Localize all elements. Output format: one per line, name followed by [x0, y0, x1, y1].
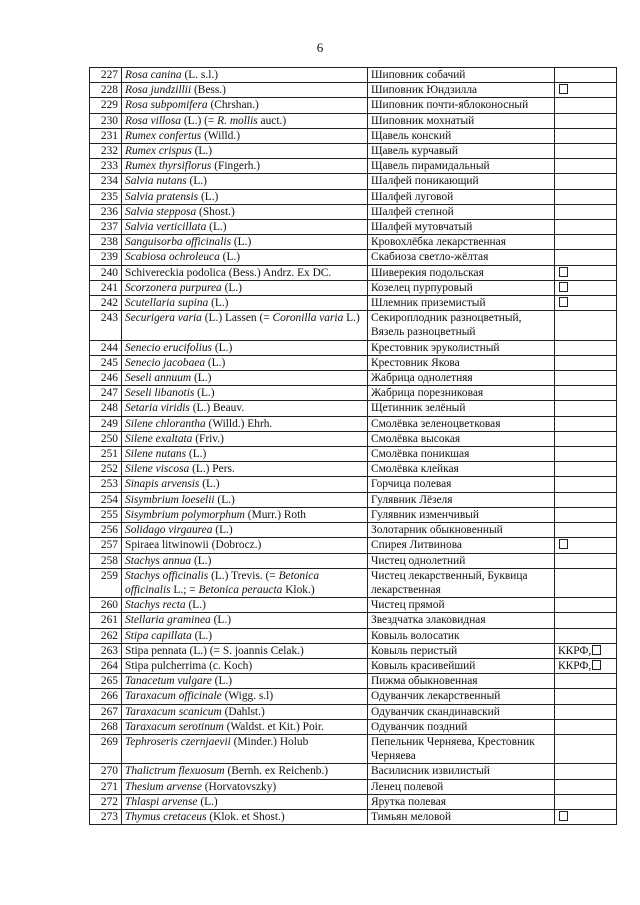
- row-number: 239: [90, 250, 122, 265]
- table-row: [90, 794, 617, 809]
- checkbox-square-icon: [559, 297, 568, 307]
- scientific-name: Rosa jundzillii (Bess.): [122, 83, 368, 98]
- status-cell: [555, 204, 617, 219]
- russian-name: Чистец лекарственный, Буквица лекарственная: [368, 568, 555, 597]
- row-number: 259: [90, 568, 122, 597]
- scientific-name: Setaria viridis (L.) Beauv.: [122, 401, 368, 416]
- status-cell: [555, 416, 617, 431]
- row-number: 265: [90, 674, 122, 689]
- scientific-name: Tanacetum vulgare (L.): [122, 674, 368, 689]
- status-cell: [555, 523, 617, 538]
- status-cell: [555, 538, 617, 553]
- status-cell: [555, 492, 617, 507]
- russian-name: Шиповник почти-яблоконосный: [368, 98, 555, 113]
- russian-name: Смолёвка клейкая: [368, 462, 555, 477]
- scientific-name: Stipa pulcherrima (c. Koch): [122, 658, 368, 673]
- row-number: 227: [90, 68, 122, 83]
- status-cell: [555, 83, 617, 98]
- scientific-name: Sisymbrium polymorphum (Murr.) Roth: [122, 507, 368, 522]
- status-cell: [555, 658, 617, 673]
- scientific-name: Taraxacum scanicum (Dahlst.): [122, 704, 368, 719]
- scientific-name: Scorzonera purpurea (L.): [122, 280, 368, 295]
- russian-name: Щавель курчавый: [368, 144, 555, 159]
- checkbox-square-icon: [559, 84, 568, 94]
- status-text: ККРФ,: [558, 659, 592, 672]
- table-row: [90, 83, 617, 98]
- russian-name: Гулявник изменчивый: [368, 507, 555, 522]
- scientific-name: Thlaspi arvense (L.): [122, 794, 368, 809]
- row-number: 242: [90, 296, 122, 311]
- status-cell: [555, 174, 617, 189]
- row-number: 263: [90, 643, 122, 658]
- russian-name: Смолёвка поникшая: [368, 447, 555, 462]
- russian-name: Щавель пирамидальный: [368, 159, 555, 174]
- row-number: 257: [90, 538, 122, 553]
- russian-name: Жабрица однолетняя: [368, 371, 555, 386]
- table-row: [90, 235, 617, 250]
- row-number: 232: [90, 144, 122, 159]
- checkbox-square-icon: [592, 660, 601, 670]
- scientific-name: Taraxacum serotinum (Waldst. et Kit.) Poir.: [122, 719, 368, 734]
- table-row: [90, 371, 617, 386]
- row-number: 272: [90, 794, 122, 809]
- table-row: [90, 523, 617, 538]
- status-cell: [555, 689, 617, 704]
- checkbox-square-icon: [559, 282, 568, 292]
- russian-name: Шиповник мохнатый: [368, 113, 555, 128]
- table-row: [90, 809, 617, 824]
- status-cell: [555, 235, 617, 250]
- table-row: [90, 658, 617, 673]
- scientific-name: Thesium arvense (Horvatovszky): [122, 779, 368, 794]
- russian-name: Шалфей луговой: [368, 189, 555, 204]
- checkbox-square-icon: [559, 811, 568, 821]
- scientific-name: Stachys recta (L.): [122, 598, 368, 613]
- checkbox-square-icon: [559, 539, 568, 549]
- russian-name: Василисник извилистый: [368, 764, 555, 779]
- status-cell: [555, 220, 617, 235]
- table-row: [90, 220, 617, 235]
- status-cell: [555, 794, 617, 809]
- russian-name: Гулявник Лёзеля: [368, 492, 555, 507]
- row-number: 271: [90, 779, 122, 794]
- table-row: [90, 189, 617, 204]
- checkbox-square-icon: [592, 645, 601, 655]
- row-number: 273: [90, 809, 122, 824]
- table-row: [90, 628, 617, 643]
- row-number: 264: [90, 658, 122, 673]
- table-row: [90, 113, 617, 128]
- row-number: 240: [90, 265, 122, 280]
- row-number: 241: [90, 280, 122, 295]
- russian-name: Пепельник Черняева, Крестовник Черняева: [368, 734, 555, 763]
- scientific-name: Silene nutans (L.): [122, 447, 368, 462]
- scientific-name: Taraxacum officinale (Wigg. s.l): [122, 689, 368, 704]
- table-row: [90, 280, 617, 295]
- scientific-name: Rosa canina (L. s.l.): [122, 68, 368, 83]
- row-number: 256: [90, 523, 122, 538]
- table-row: [90, 265, 617, 280]
- row-number: 233: [90, 159, 122, 174]
- row-number: 247: [90, 386, 122, 401]
- status-cell: [555, 68, 617, 83]
- scientific-name: Securigera varia (L.) Lassen (= Coronilla varia L.): [122, 311, 368, 340]
- row-number: 245: [90, 355, 122, 370]
- scientific-name: Rumex thyrsiflorus (Fingerh.): [122, 159, 368, 174]
- russian-name: Шиповник собачий: [368, 68, 555, 83]
- scientific-name: Stipa capillata (L.): [122, 628, 368, 643]
- russian-name: Шиповник Юндзилла: [368, 83, 555, 98]
- scientific-name: Thalictrum flexuosum (Bernh. ex Reichenb.): [122, 764, 368, 779]
- scientific-name: Sinapis arvensis (L.): [122, 477, 368, 492]
- scientific-name: Stachys annua (L.): [122, 553, 368, 568]
- scientific-name: Solidago virgaurea (L.): [122, 523, 368, 538]
- row-number: 258: [90, 553, 122, 568]
- row-number: 254: [90, 492, 122, 507]
- table-row: [90, 431, 617, 446]
- scientific-name: Seseli libanotis (L.): [122, 386, 368, 401]
- row-number: 246: [90, 371, 122, 386]
- russian-name: Скабиоза светло-жёлтая: [368, 250, 555, 265]
- row-number: 261: [90, 613, 122, 628]
- russian-name: Ленец полевой: [368, 779, 555, 794]
- scientific-name: Spiraea litwinowii (Dobrocz.): [122, 538, 368, 553]
- table-row: [90, 68, 617, 83]
- table-row: [90, 477, 617, 492]
- status-cell: [555, 598, 617, 613]
- row-number: 237: [90, 220, 122, 235]
- table-row: [90, 98, 617, 113]
- russian-name: Смолёвка зеленоцветковая: [368, 416, 555, 431]
- russian-name: Шалфей поникающий: [368, 174, 555, 189]
- russian-name: Чистец однолетний: [368, 553, 555, 568]
- table-row: [90, 174, 617, 189]
- status-cell: [555, 265, 617, 280]
- row-number: 255: [90, 507, 122, 522]
- row-number: 252: [90, 462, 122, 477]
- status-cell: [555, 189, 617, 204]
- status-cell: [555, 719, 617, 734]
- russian-name: Щетинник зелёный: [368, 401, 555, 416]
- status-cell: [555, 431, 617, 446]
- status-cell: [555, 113, 617, 128]
- russian-name: Козелец пурпуровый: [368, 280, 555, 295]
- scientific-name: Sanguisorba officinalis (L.): [122, 235, 368, 250]
- scientific-name: Stachys officinalis (L.) Trevis. (= Betonica officinalis L.; = Betonica peraucta Klok.): [122, 568, 368, 597]
- row-number: 243: [90, 311, 122, 340]
- scientific-name: Silene chlorantha (Willd.) Ehrh.: [122, 416, 368, 431]
- status-cell: [555, 507, 617, 522]
- table-row: [90, 674, 617, 689]
- status-cell: [555, 128, 617, 143]
- scientific-name: Tephroseris czernjaevii (Minder.) Holub: [122, 734, 368, 763]
- status-cell: [555, 386, 617, 401]
- table-row: [90, 386, 617, 401]
- row-number: 260: [90, 598, 122, 613]
- row-number: 250: [90, 431, 122, 446]
- status-cell: [555, 355, 617, 370]
- status-cell: [555, 311, 617, 340]
- status-cell: [555, 734, 617, 763]
- row-number: 235: [90, 189, 122, 204]
- row-number: 266: [90, 689, 122, 704]
- scientific-name: Rumex confertus (Willd.): [122, 128, 368, 143]
- scientific-name: Stellaria graminea (L.): [122, 613, 368, 628]
- russian-name: Ярутка полевая: [368, 794, 555, 809]
- table-row: [90, 734, 617, 763]
- row-number: 236: [90, 204, 122, 219]
- status-cell: [555, 764, 617, 779]
- status-cell: [555, 779, 617, 794]
- russian-name: Щавель конский: [368, 128, 555, 143]
- russian-name: Спирея Литвинова: [368, 538, 555, 553]
- table-row: [90, 719, 617, 734]
- russian-name: Ковыль волосатик: [368, 628, 555, 643]
- row-number: 248: [90, 401, 122, 416]
- table-row: [90, 598, 617, 613]
- russian-name: Секироплодник разноцветный, Вязель разноцветный: [368, 311, 555, 340]
- status-cell: [555, 250, 617, 265]
- table-row: [90, 159, 617, 174]
- row-number: 268: [90, 719, 122, 734]
- table-row: [90, 764, 617, 779]
- table-row: [90, 643, 617, 658]
- status-cell: [555, 628, 617, 643]
- scientific-name: Senecio jacobaea (L.): [122, 355, 368, 370]
- scientific-name: Stipa pennata (L.) (= S. joannis Celak.): [122, 643, 368, 658]
- row-number: 270: [90, 764, 122, 779]
- russian-name: Одуванчик поздний: [368, 719, 555, 734]
- table-row: [90, 296, 617, 311]
- status-cell: [555, 553, 617, 568]
- table-row: [90, 462, 617, 477]
- scientific-name: Rosa villosa (L.) (= R. mollis auct.): [122, 113, 368, 128]
- status-cell: [555, 159, 617, 174]
- status-cell: [555, 340, 617, 355]
- row-number: 253: [90, 477, 122, 492]
- table-row: [90, 492, 617, 507]
- russian-name: Шалфей мутовчатый: [368, 220, 555, 235]
- table-row: [90, 311, 617, 340]
- scientific-name: Salvia nutans (L.): [122, 174, 368, 189]
- row-number: 249: [90, 416, 122, 431]
- table-row: [90, 416, 617, 431]
- table-row: [90, 355, 617, 370]
- scientific-name: Schivereckia podolica (Bess.) Andrz. Ex DC.: [122, 265, 368, 280]
- status-cell: [555, 674, 617, 689]
- russian-name: Звездчатка злаковидная: [368, 613, 555, 628]
- scientific-name: Silene viscosa (L.) Pers.: [122, 462, 368, 477]
- table-row: [90, 704, 617, 719]
- table-row: [90, 689, 617, 704]
- row-number: 228: [90, 83, 122, 98]
- row-number: 244: [90, 340, 122, 355]
- scientific-name: Salvia pratensis (L.): [122, 189, 368, 204]
- row-number: 267: [90, 704, 122, 719]
- status-cell: [555, 462, 617, 477]
- table-row: [90, 538, 617, 553]
- russian-name: Жабрица порезниковая: [368, 386, 555, 401]
- row-number: 229: [90, 98, 122, 113]
- status-cell: [555, 280, 617, 295]
- table-row: [90, 553, 617, 568]
- table-row: [90, 568, 617, 597]
- scientific-name: Salvia verticillata (L.): [122, 220, 368, 235]
- scientific-name: Sisymbrium loeselii (L.): [122, 492, 368, 507]
- scientific-name: Scutellaria supina (L.): [122, 296, 368, 311]
- scientific-name: Thymus cretaceus (Klok. et Shost.): [122, 809, 368, 824]
- scientific-name: Silene exaltata (Friv.): [122, 431, 368, 446]
- status-cell: [555, 401, 617, 416]
- russian-name: Одуванчик скандинавский: [368, 704, 555, 719]
- table-row: [90, 144, 617, 159]
- russian-name: Шлемник приземистый: [368, 296, 555, 311]
- scientific-name: Rosa subpomifera (Chrshan.): [122, 98, 368, 113]
- status-cell: [555, 477, 617, 492]
- status-cell: [555, 296, 617, 311]
- page-number: 6: [316, 40, 324, 55]
- table-row: [90, 128, 617, 143]
- russian-name: Крестовник эруколистный: [368, 340, 555, 355]
- table-row: [90, 779, 617, 794]
- russian-name: Тимьян меловой: [368, 809, 555, 824]
- row-number: 262: [90, 628, 122, 643]
- status-cell: [555, 144, 617, 159]
- russian-name: Ковыль красивейший: [368, 658, 555, 673]
- status-cell: [555, 447, 617, 462]
- russian-name: Кровохлёбка лекарственная: [368, 235, 555, 250]
- russian-name: Смолёвка высокая: [368, 431, 555, 446]
- russian-name: Шалфей степной: [368, 204, 555, 219]
- russian-name: Золотарник обыкновенный: [368, 523, 555, 538]
- table-row: [90, 250, 617, 265]
- status-cell: [555, 809, 617, 824]
- scientific-name: Scabiosa ochroleuca (L.): [122, 250, 368, 265]
- species-table-body: [90, 68, 617, 825]
- species-table: [89, 67, 617, 825]
- scientific-name: Salvia stepposa (Shost.): [122, 204, 368, 219]
- scientific-name: Seseli annuum (L.): [122, 371, 368, 386]
- table-row: [90, 204, 617, 219]
- table-row: [90, 401, 617, 416]
- table-row: [90, 447, 617, 462]
- russian-name: Крестовник Якова: [368, 355, 555, 370]
- russian-name: Горчица полевая: [368, 477, 555, 492]
- row-number: 238: [90, 235, 122, 250]
- table-row: [90, 507, 617, 522]
- status-cell: [555, 98, 617, 113]
- status-cell: [555, 568, 617, 597]
- status-text: ККРФ,: [558, 644, 592, 657]
- row-number: 269: [90, 734, 122, 763]
- checkbox-square-icon: [559, 267, 568, 277]
- status-cell: [555, 704, 617, 719]
- russian-name: Шиверекия подольская: [368, 265, 555, 280]
- russian-name: Пижма обыкновенная: [368, 674, 555, 689]
- russian-name: Чистец прямой: [368, 598, 555, 613]
- row-number: 251: [90, 447, 122, 462]
- russian-name: Ковыль перистый: [368, 643, 555, 658]
- row-number: 230: [90, 113, 122, 128]
- scientific-name: Senecio erucifolius (L.): [122, 340, 368, 355]
- row-number: 234: [90, 174, 122, 189]
- table-row: [90, 613, 617, 628]
- table-row: [90, 340, 617, 355]
- status-cell: [555, 643, 617, 658]
- scientific-name: Rumex crispus (L.): [122, 144, 368, 159]
- status-cell: [555, 371, 617, 386]
- status-cell: [555, 613, 617, 628]
- russian-name: Одуванчик лекарственный: [368, 689, 555, 704]
- row-number: 231: [90, 128, 122, 143]
